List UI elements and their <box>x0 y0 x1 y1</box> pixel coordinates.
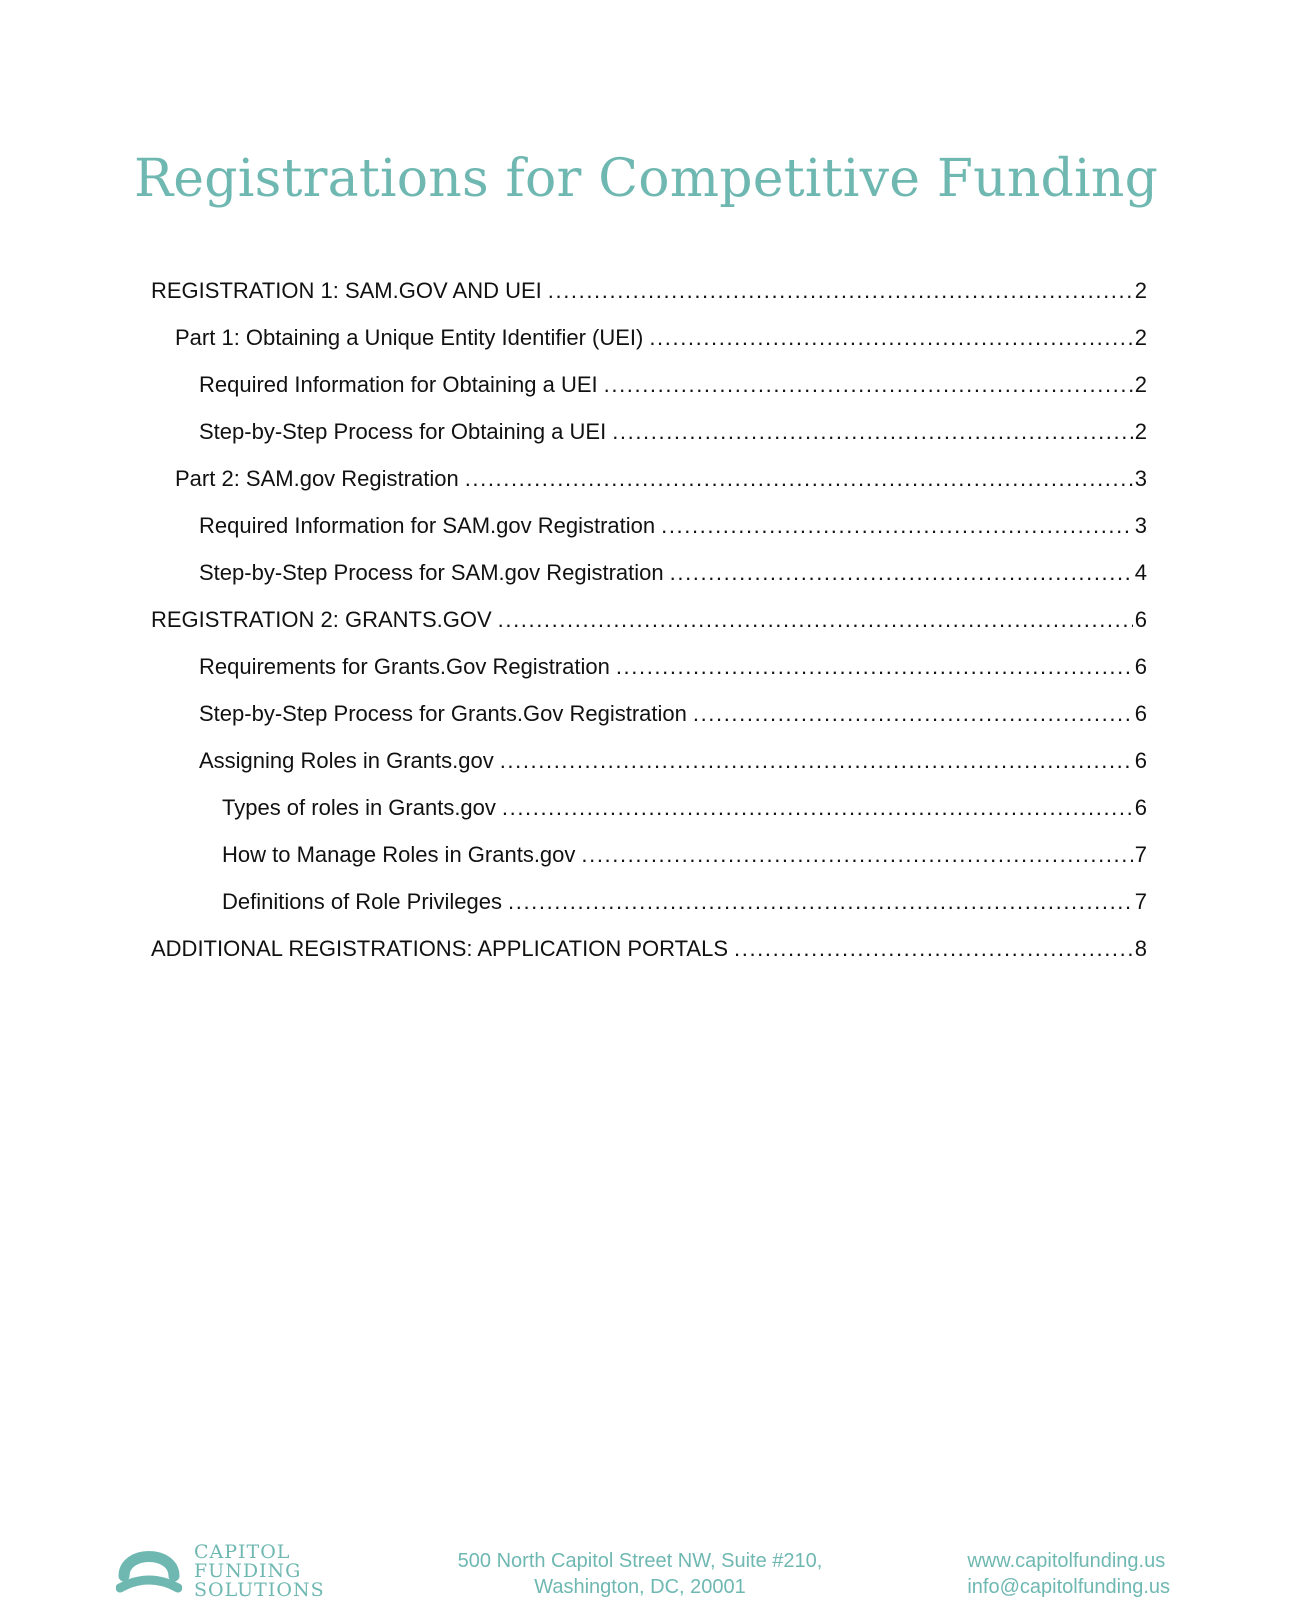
toc-entry-text: Requirements for Grants.Gov Registration <box>199 654 610 679</box>
toc-leader-dots <box>693 701 1133 727</box>
toc-entry-text: Step-by-Step Process for SAM.gov Registration <box>199 560 664 585</box>
toc-page-number: 7 <box>1134 842 1147 867</box>
company-logo-text <box>194 1543 325 1600</box>
toc-page-number: 2 <box>1134 419 1147 444</box>
toc-entry-text: REGISTRATION 2: GRANTS.GOV <box>151 607 492 632</box>
toc-page-number: 6 <box>1134 701 1147 726</box>
toc-page-number: 4 <box>1134 560 1147 585</box>
email-link[interactable]: info@capitolfunding.us <box>967 1576 1170 1598</box>
toc-entry[interactable] <box>151 278 1147 325</box>
toc-page-number: 6 <box>1134 607 1147 632</box>
toc-entry-text: Step-by-Step Process for Obtaining a UEI <box>199 419 607 444</box>
toc-leader-dots <box>604 372 1133 398</box>
logo-line-capitol: CAPITOL <box>194 1541 291 1563</box>
toc-leader-dots <box>465 466 1133 492</box>
toc-page-number: 2 <box>1134 278 1147 303</box>
toc-page-number: 6 <box>1134 795 1147 820</box>
toc-page-number: 6 <box>1134 654 1147 679</box>
toc-entry-text: Definitions of Role Privileges <box>222 889 503 914</box>
toc-leader-dots <box>581 842 1132 868</box>
toc-entry-text: How to Manage Roles in Grants.gov <box>222 842 576 867</box>
toc-page-number: 2 <box>1134 325 1147 350</box>
toc-entry[interactable] <box>151 325 1147 372</box>
toc-entry[interactable] <box>151 701 1147 748</box>
toc-entry[interactable] <box>151 795 1147 842</box>
toc-entry[interactable] <box>151 842 1147 889</box>
footer-contact <box>967 1548 1170 1600</box>
toc-leader-dots <box>502 795 1133 821</box>
toc-leader-dots <box>616 654 1133 680</box>
toc-leader-dots <box>661 513 1133 539</box>
toc-leader-dots <box>508 889 1133 915</box>
toc-page-number: 3 <box>1134 466 1147 491</box>
toc-entry[interactable] <box>151 654 1147 701</box>
toc-entry-text: Step-by-Step Process for Grants.Gov Registration <box>199 701 687 726</box>
toc-entry[interactable] <box>151 560 1147 607</box>
toc-page-number: 7 <box>1134 889 1147 914</box>
toc-entry-text: Required Information for SAM.gov Registration <box>199 513 656 538</box>
address-line-2: Washington, DC, 20001 <box>534 1576 746 1598</box>
toc-page-number: 8 <box>1134 936 1147 961</box>
toc-entry-text: Part 1: Obtaining a Unique Entity Identifier (UEI) <box>175 325 644 350</box>
toc-entry[interactable] <box>151 936 1147 983</box>
toc-entry-text: Types of roles in Grants.gov <box>222 795 496 820</box>
toc-leader-dots <box>649 325 1132 351</box>
arch-logo-icon <box>116 1542 182 1599</box>
toc-page-number: 3 <box>1134 513 1147 538</box>
toc-entry-text: Part 2: SAM.gov Registration <box>175 466 459 491</box>
toc-leader-dots <box>734 936 1133 962</box>
toc-entry[interactable] <box>151 513 1147 560</box>
toc-entry-text: Required Information for Obtaining a UEI <box>199 372 598 397</box>
toc-leader-dots <box>670 560 1133 586</box>
toc-entry[interactable] <box>151 748 1147 795</box>
toc-leader-dots <box>498 607 1133 633</box>
toc-entry[interactable] <box>151 889 1147 936</box>
logo-line-funding: FUNDING <box>194 1560 302 1582</box>
toc-entry[interactable] <box>151 466 1147 513</box>
toc-entry-text: Assigning Roles in Grants.gov <box>199 748 494 773</box>
toc-page-number: 6 <box>1134 748 1147 773</box>
toc-entry-text: REGISTRATION 1: SAM.GOV AND UEI <box>151 278 542 303</box>
toc-entry-text: ADDITIONAL REGISTRATIONS: APPLICATION PORTALS <box>151 936 729 961</box>
address-line-1: 500 North Capitol Street NW, Suite #210, <box>457 1550 823 1572</box>
website-link[interactable]: www.capitolfunding.us <box>967 1550 1166 1572</box>
toc-entry[interactable] <box>151 419 1147 466</box>
toc-page-number: 2 <box>1134 372 1147 397</box>
toc-leader-dots <box>612 419 1133 445</box>
logo-line-solutions: SOLUTIONS <box>194 1579 325 1601</box>
page-title: Registrations for Competitive Funding <box>133 149 1159 209</box>
toc-leader-dots <box>500 748 1133 774</box>
toc-entry[interactable] <box>151 607 1147 654</box>
toc-leader-dots <box>548 278 1133 304</box>
table-of-contents <box>151 278 1147 983</box>
footer-address <box>440 1548 840 1600</box>
toc-entry[interactable] <box>151 372 1147 419</box>
